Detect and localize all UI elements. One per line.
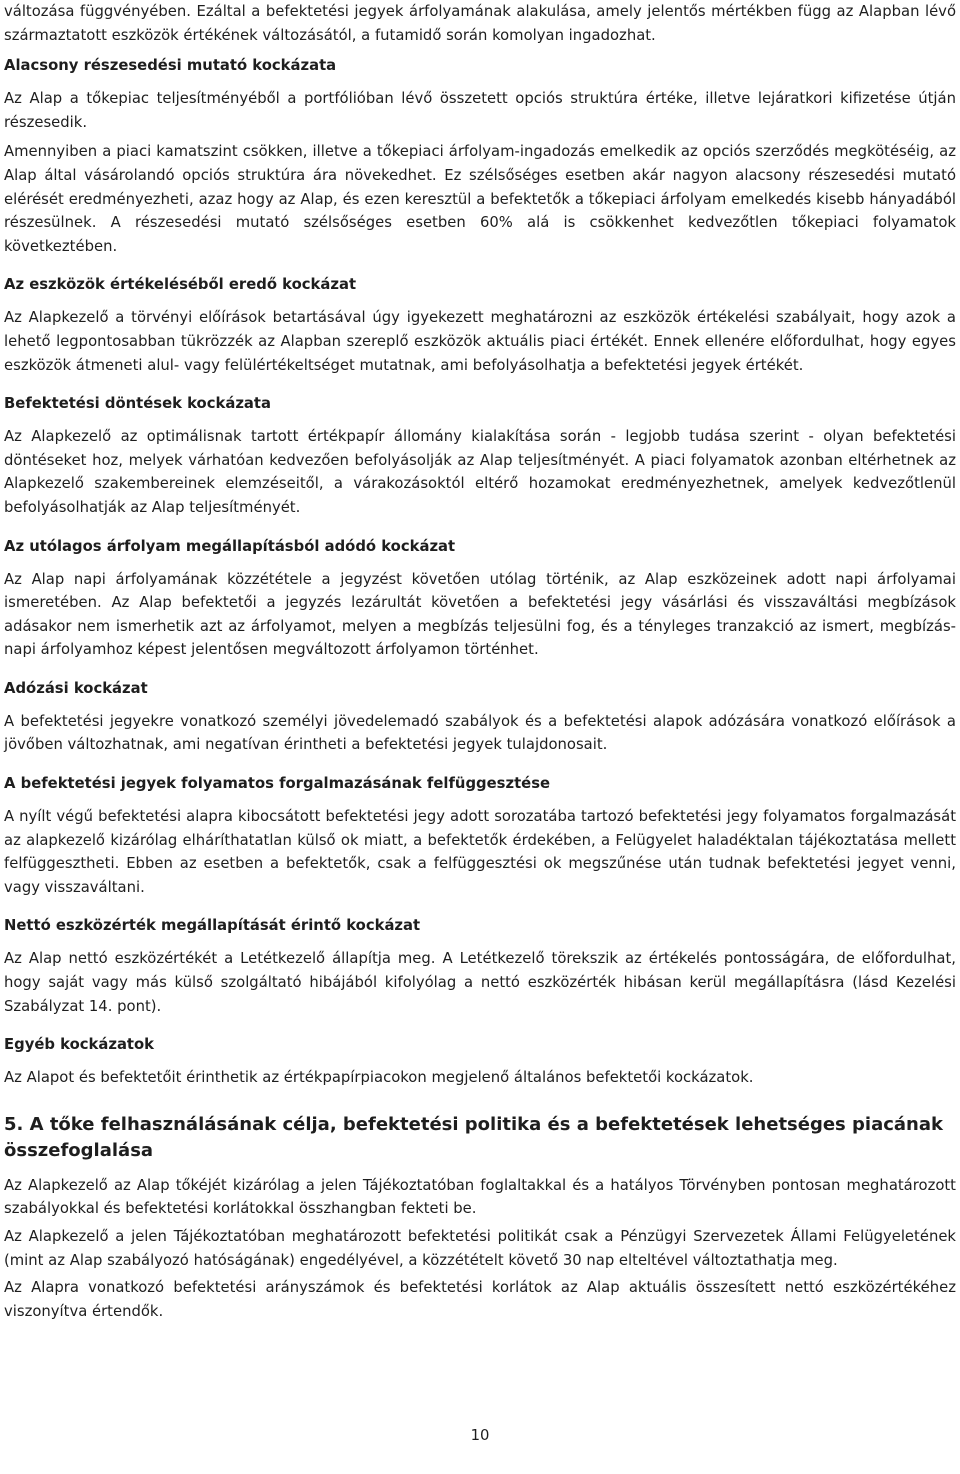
section-paragraph: Amennyiben a piaci kamatszint csökken, illetve a tőkepiaci árfolyam-ingadozás emelkedik az opciós szerződés megkötéséig, az Alap által vásárolandó opciós struktúra ára növekedhet. Ez szélsőséges esetben akár nagyon alacsony részesedési mutató elérését eredményezheti, azaz hogy az Alap, és ezen keresztül a befektetők a tőkepiaci árfolyam emelkedés kisebb hányadából részesülnek. A részesedési mutató szélsőséges esetben 60% alá is csökkenhet kedvezőtlen tőkepiaci folyamatok következtében. [4, 143, 956, 255]
section-paragraph: Az Alapkezelő az optimálisnak tartott értékpapír állomány kialakítása során - legjobb tudása szerint - olyan befektetési döntéseket hoz, melyek várhatóan kedvezően befolyásolják az Alap teljesítményét. A piaci folyamatok azonban eltérhetnek az Alapkezelő szakembereinek elemzéseitől, a várakozásoktól eltérő hozamokat eredményezhetnek, amelyek kedvezőtlenül befolyásolhatják az Alap teljesítményét. [4, 428, 956, 516]
chapter-5 [4, 1112, 956, 1324]
section-low-participation-risk [4, 55, 956, 258]
section-retroactive-pricing-risk [4, 536, 956, 662]
section-paragraph: A befektetési jegyekre vonatkozó személyi jövedelemadó szabályok és a befektetési alapok adózására vonatkozó előírások a jövőben változhatnak, ami negatívan érintheti a befektetési jegyek tulajdonosait. [4, 712, 956, 754]
section-heading: Az utólagos árfolyam megállapításból adódó kockázat [4, 537, 456, 555]
chapter-paragraph: Az Alapkezelő az Alap tőkéjét kizárólag a jelen Tájékoztatóban foglaltakkal és a hatályos Törvényben pontosan meghatározott szabályokkal és befektetési korlátokkal összhangban fekteti be. [4, 1176, 956, 1218]
section-heading: Az eszközök értékeléséből eredő kockázat [4, 276, 357, 294]
intro-paragraph: változása függvényében. Ezáltal a befektetési jegyek árfolyamának alakulása, amely jelentős mértékben függ az Alapban lévő származtatott eszközök értékének változásától, a futamidő során komolyan ingadozhat. [4, 3, 956, 44]
section-asset-valuation-risk [4, 274, 956, 377]
section-heading: Nettó eszközérték megállapítását érintő kockázat [4, 917, 421, 935]
section-paragraph: Az Alap a tőkepiac teljesítményéből a portfólióban lévő összetett opciós struktúra értéke, illetve lejáratkori kifizetése útján részesedik. [4, 90, 956, 131]
section-heading: Adózási kockázat [4, 679, 148, 697]
section-other-risks [4, 1034, 956, 1090]
section-paragraph: Az Alap napi árfolyamának közzététele a jegyzést követően utólag történik, az Alap eszközeinek adott napi árfolyamai ismeretében. Az Alap befektetői a jegyzés lezárultát követően a befektetési jegy vásárlási és visszaváltási megbízások adásakor nem ismerhetik azt az árfolyamot, melyen a megbízás teljesülni fog, és a tényleges tranzakció az ismert, megbízás-napi árfolyamhoz képest jelentősen megváltozott árfolyamon történhet. [4, 570, 956, 659]
section-heading: Egyéb kockázatok [4, 1036, 155, 1054]
section-tax-risk [4, 678, 956, 757]
section-nav-determination-risk [4, 915, 956, 1018]
section-heading: A befektetési jegyek folyamatos forgalmazásának felfüggesztése [4, 775, 551, 793]
chapter-paragraph: Az Alapkezelő a jelen Tájékoztatóban meghatározott befektetési politikát csak a Pénzügyi Szervezetek Állami Felügyeletének (mint az Alap szabályozó hatóságának) engedélyével, a közzétételt követő 30 nap elteltével változtathatja meg. [4, 1228, 956, 1269]
page-number: 10 [470, 1427, 490, 1444]
section-heading: Alacsony részesedési mutató kockázata [4, 57, 337, 75]
section-heading: Befektetési döntések kockázata [4, 395, 271, 413]
section-paragraph: Az Alapkezelő a törvényi előírások betartásával úgy igyekezett meghatározni az eszközök értékelési szabályait, hogy azok a lehető legpontosabban tükrözzék az Alapban szereplő eszközök aktuális piaci értékét. Ennek ellenére előfordulhat, hogy egyes eszközök átmeneti alul- vagy felülértékeltséget mutatnak, ami befolyásolhatja a befektetési jegyek értékét. [4, 309, 956, 374]
section-paragraph: Az Alapot és befektetőit érinthetik az értékpapírpiacokon megjelenő általános befektetői kockázatok. [4, 1069, 754, 1087]
section-investment-decision-risk [4, 393, 956, 519]
section-paragraph: A nyílt végű befektetési alapra kibocsátott befektetési jegy adott sorozatába tartozó befektetési jegy folyamatos forgalmazását az alapkezelő kizárólag elháríthatatlan külső ok miatt, a befektetők érdekében, a Felügyelet haladéktalan tájékoztatása mellett felfüggesztheti. Ebben az esetben a befektetők, csak a felfüggesztési ok megszűnése után tudnak befektetési jegyet venni, vagy visszaváltani. [4, 808, 956, 896]
section-paragraph: Az Alap nettó eszközértékét a Letétkezelő állapítja meg. A Letétkezelő törekszik az értékelés pontosságára, de előfordulhat, hogy saját vagy más külső szolgáltató hibájából kifolyólag a nettó eszközérték hibásan kerül megállapításra (lásd Kezelési Szabályzat 14. pont). [4, 950, 956, 1015]
section-distribution-suspension [4, 773, 956, 899]
chapter-heading: 5. A tőke felhasználásának célja, befektetési politika és a befektetések lehetséges piacának összefoglalása [4, 1113, 943, 1161]
chapter-paragraph: Az Alapra vonatkozó befektetési arányszámok és befektetési korlátok az Alap aktuális összesített nettó eszközértékéhez viszonyítva értendők. [4, 1279, 956, 1320]
